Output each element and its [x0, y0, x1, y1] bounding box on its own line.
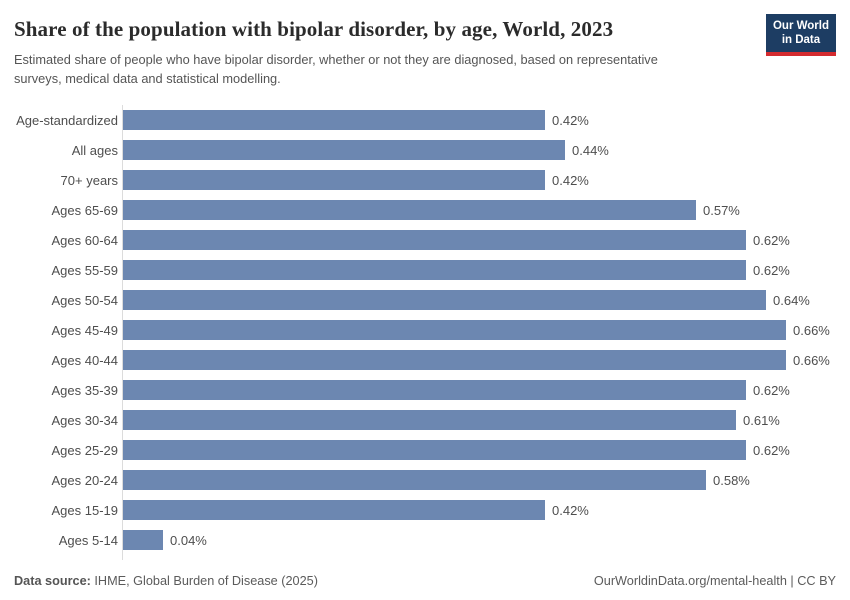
bar-row [14, 465, 836, 495]
bar[interactable] [123, 440, 746, 460]
bar[interactable] [123, 410, 736, 430]
bar-rows [14, 105, 836, 555]
bar-row [14, 525, 836, 555]
category-label: Ages 60-64 [51, 232, 118, 248]
category-label: Ages 15-19 [51, 502, 118, 518]
bar[interactable] [123, 260, 746, 280]
bar-track [123, 375, 836, 405]
bar[interactable] [123, 290, 766, 310]
bar-row [14, 315, 836, 345]
value-label: 0.42% [552, 112, 589, 128]
bar-track [123, 135, 836, 165]
bar-row [14, 435, 836, 465]
bar-row [14, 375, 836, 405]
value-label: 0.57% [703, 202, 740, 218]
value-label: 0.66% [793, 352, 830, 368]
bar[interactable] [123, 530, 163, 550]
bar-row [14, 495, 836, 525]
bar-track [123, 105, 836, 135]
y-axis-line [122, 105, 123, 560]
chart-footer [14, 574, 836, 588]
category-label: Ages 55-59 [51, 262, 118, 278]
bar-row [14, 165, 836, 195]
bar-track [123, 225, 836, 255]
bar[interactable] [123, 500, 545, 520]
category-label: Age-standardized [16, 112, 118, 128]
bar[interactable] [123, 380, 746, 400]
value-label: 0.42% [552, 172, 589, 188]
data-source-text: IHME, Global Burden of Disease (2025) [90, 574, 318, 588]
value-label: 0.66% [793, 322, 830, 338]
data-source [14, 574, 318, 588]
chart-title: Share of the population with bipolar disorder, by age, World, 2023 [14, 17, 614, 41]
value-label: 0.62% [753, 382, 790, 398]
bar-row [14, 225, 836, 255]
bar-row [14, 405, 836, 435]
bar-row [14, 105, 836, 135]
category-label: 70+ years [60, 172, 118, 188]
value-label: 0.58% [713, 472, 750, 488]
bar[interactable] [123, 140, 565, 160]
bar[interactable] [123, 350, 786, 370]
value-label: 0.62% [753, 262, 790, 278]
bar-track [123, 435, 836, 465]
category-label: Ages 5-14 [58, 532, 118, 548]
chart-subtitle: Estimated share of people who have bipolar disorder, whether or not they are diagnosed, based on representative surveys, medical data and statistical modelling. [14, 52, 658, 86]
bar-row [14, 135, 836, 165]
bar-track [123, 345, 836, 375]
value-label: 0.62% [753, 442, 790, 458]
category-label: All ages [71, 142, 118, 158]
bar[interactable] [123, 470, 706, 490]
owid-logo [766, 14, 836, 56]
bar[interactable] [123, 200, 696, 220]
value-label: 0.62% [753, 232, 790, 248]
bar[interactable] [123, 170, 545, 190]
category-label: Ages 65-69 [51, 202, 118, 218]
bar-track [123, 255, 836, 285]
footer-link[interactable]: OurWorldinData.org/mental-health | CC BY [593, 574, 836, 588]
value-label: 0.44% [572, 142, 609, 158]
bar-row [14, 345, 836, 375]
bar-row [14, 195, 836, 225]
category-label: Ages 40-44 [51, 352, 118, 368]
value-label: 0.42% [552, 502, 589, 518]
value-label: 0.61% [743, 412, 780, 428]
value-label: 0.04% [170, 532, 207, 548]
bar-chart [14, 105, 836, 555]
value-label: 0.64% [773, 292, 810, 308]
bar-track [123, 405, 836, 435]
bar-track [123, 165, 836, 195]
logo-line-1: Our World [772, 20, 829, 32]
data-source-label: Data source: [14, 574, 91, 588]
bar-track [123, 195, 836, 225]
bar-row [14, 255, 836, 285]
bar-track [123, 525, 836, 555]
category-label: Ages 35-39 [51, 382, 118, 398]
header-text [14, 16, 686, 88]
bar[interactable] [123, 230, 746, 250]
bar-track [123, 465, 836, 495]
category-label: Ages 20-24 [51, 472, 118, 488]
category-label: Ages 30-34 [51, 412, 118, 428]
bar[interactable] [123, 110, 545, 130]
logo-line-2: in Data [781, 34, 821, 47]
bar-row [14, 285, 836, 315]
bar-track [123, 495, 836, 525]
category-label: Ages 45-49 [51, 322, 118, 338]
bar-track [123, 315, 836, 345]
bar[interactable] [123, 320, 786, 340]
bar-track [123, 285, 836, 315]
category-label: Ages 25-29 [51, 442, 118, 458]
chart-header [14, 16, 836, 88]
category-label: Ages 50-54 [51, 292, 118, 308]
